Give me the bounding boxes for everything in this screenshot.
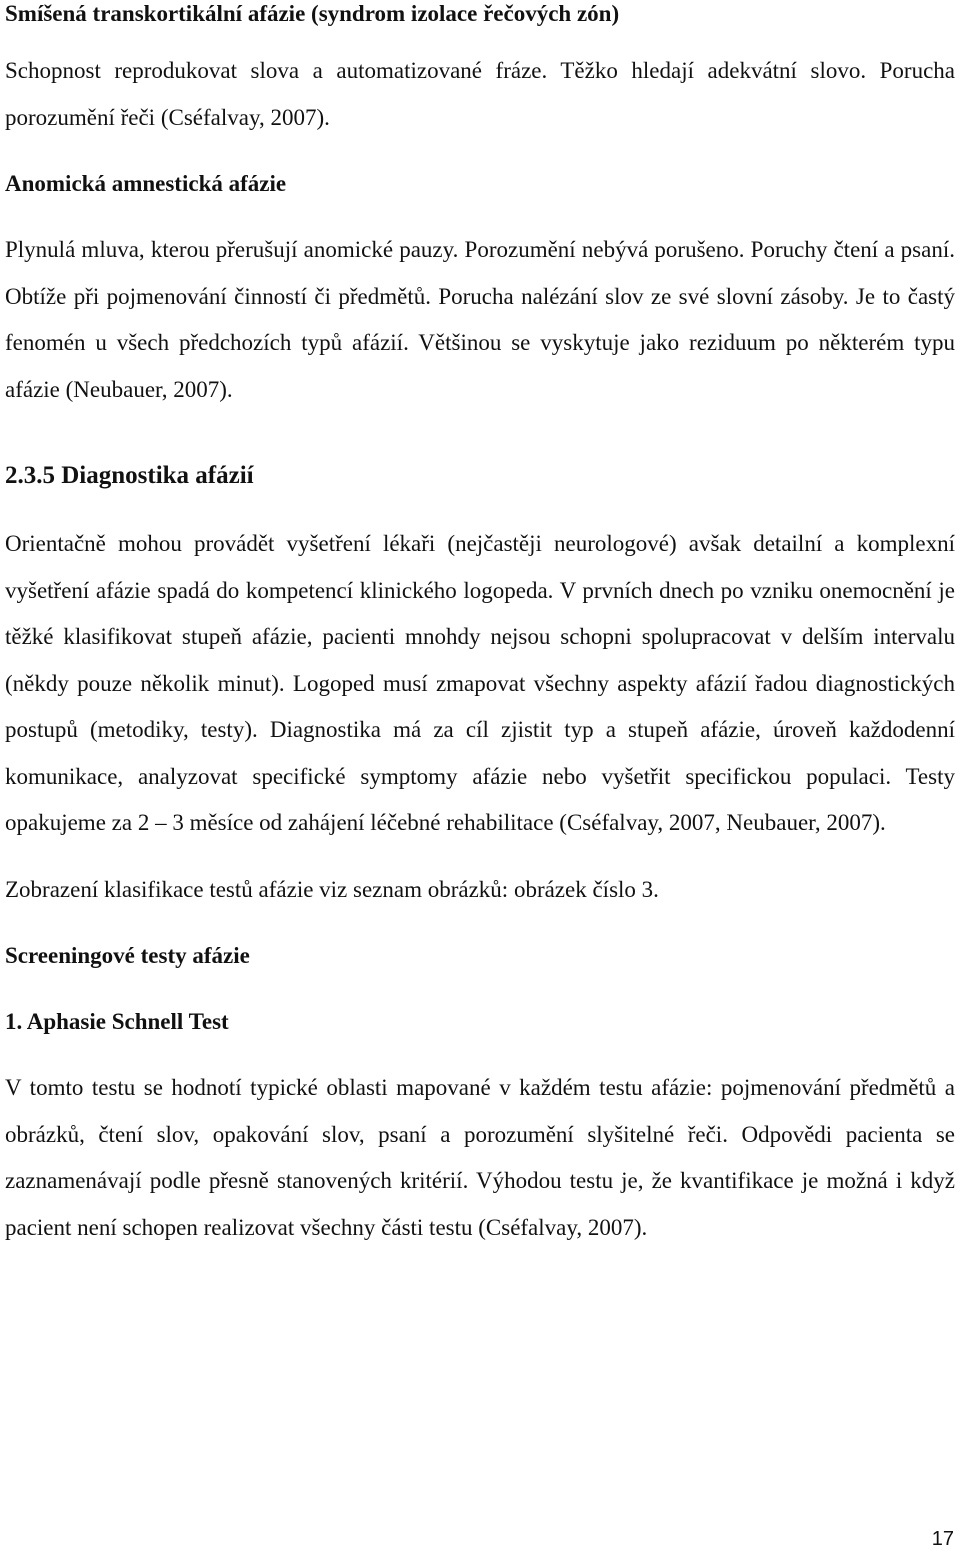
aphasie-schnell-test-heading: 1. Aphasie Schnell Test	[5, 1009, 229, 1034]
transcortical-aphasia-text: Schopnost reprodukovat slova a automatizované fráze. Těžko hledají adekvátní slovo. Porucha porozumění řeči (Cséfalvay, 2007).	[5, 58, 955, 130]
document-page	[5, 0, 955, 1251]
diagnostics-text: Orientačně mohou provádět vyšetření lékaři (nejčastěji neurologové) avšak detailní a komplexní vyšetření afázie spadá do kompetencí klinického logopeda. V prvních dnech po vzniku onemocnění je těžké klasifikovat stupeň afázie, pacienti mnohdy nejsou schopni spolupracovat v delším intervalu (někdy pouze několik minut). Logoped musí zmapovat všechny aspekty afázií řadou diagnostických postupů (metodiky, testy). Diagnostika má za cíl zjistit typ a stupeň afázie, úroveň každodenní komunikace, analyzovat specifické symptomy afázie nebo vyšetřit specifickou populaci. Testy opakujeme za 2 – 3 měsíce od zahájení léčebné rehabilitace (Cséfalvay, 2007, Neubauer, 2007).	[5, 531, 955, 835]
classification-reference-text: Zobrazení klasifikace testů afázie viz seznam obrázků: obrázek číslo 3.	[5, 876, 659, 902]
diagnostics-section-heading: 2.3.5 Diagnostika afázií	[5, 462, 254, 489]
aphasie-schnell-test-text: V tomto testu se hodnotí typické oblasti mapované v každém testu afázie: pojmenování předmětů a obrázků, čtení slov, opakování slov, psaní a porozumění slyšitelné řeči. Odpovědi pacienta se zaznamenávají podle přesně stanovených kritérií. Výhodou testu je, že kvantifikace je možná i když pacient není schopen realizovat všechny části testu (Cséfalvay, 2007).	[5, 1075, 955, 1240]
transcortical-aphasia-heading: Smíšená transkortikální afázie (syndrom izolace řečových zón)	[5, 1, 620, 26]
page-number: 17	[931, 1528, 954, 1550]
anomic-aphasia-text: Plynulá mluva, kterou přerušují anomické pauzy. Porozumění nebývá porušeno. Poruchy čtení a psaní. Obtíže při pojmenování činností či předmětů. Porucha nalézání slov ze své slovní zásoby. Je to častý fenomén u všech předchozích typů afázií. Většinou se vyskytuje jako reziduum po některém typu afázie (Neubauer, 2007).	[5, 237, 955, 402]
anomic-aphasia-heading: Anomická amnestická afázie	[5, 171, 287, 196]
screening-tests-heading: Screeningové testy afázie	[5, 943, 250, 968]
